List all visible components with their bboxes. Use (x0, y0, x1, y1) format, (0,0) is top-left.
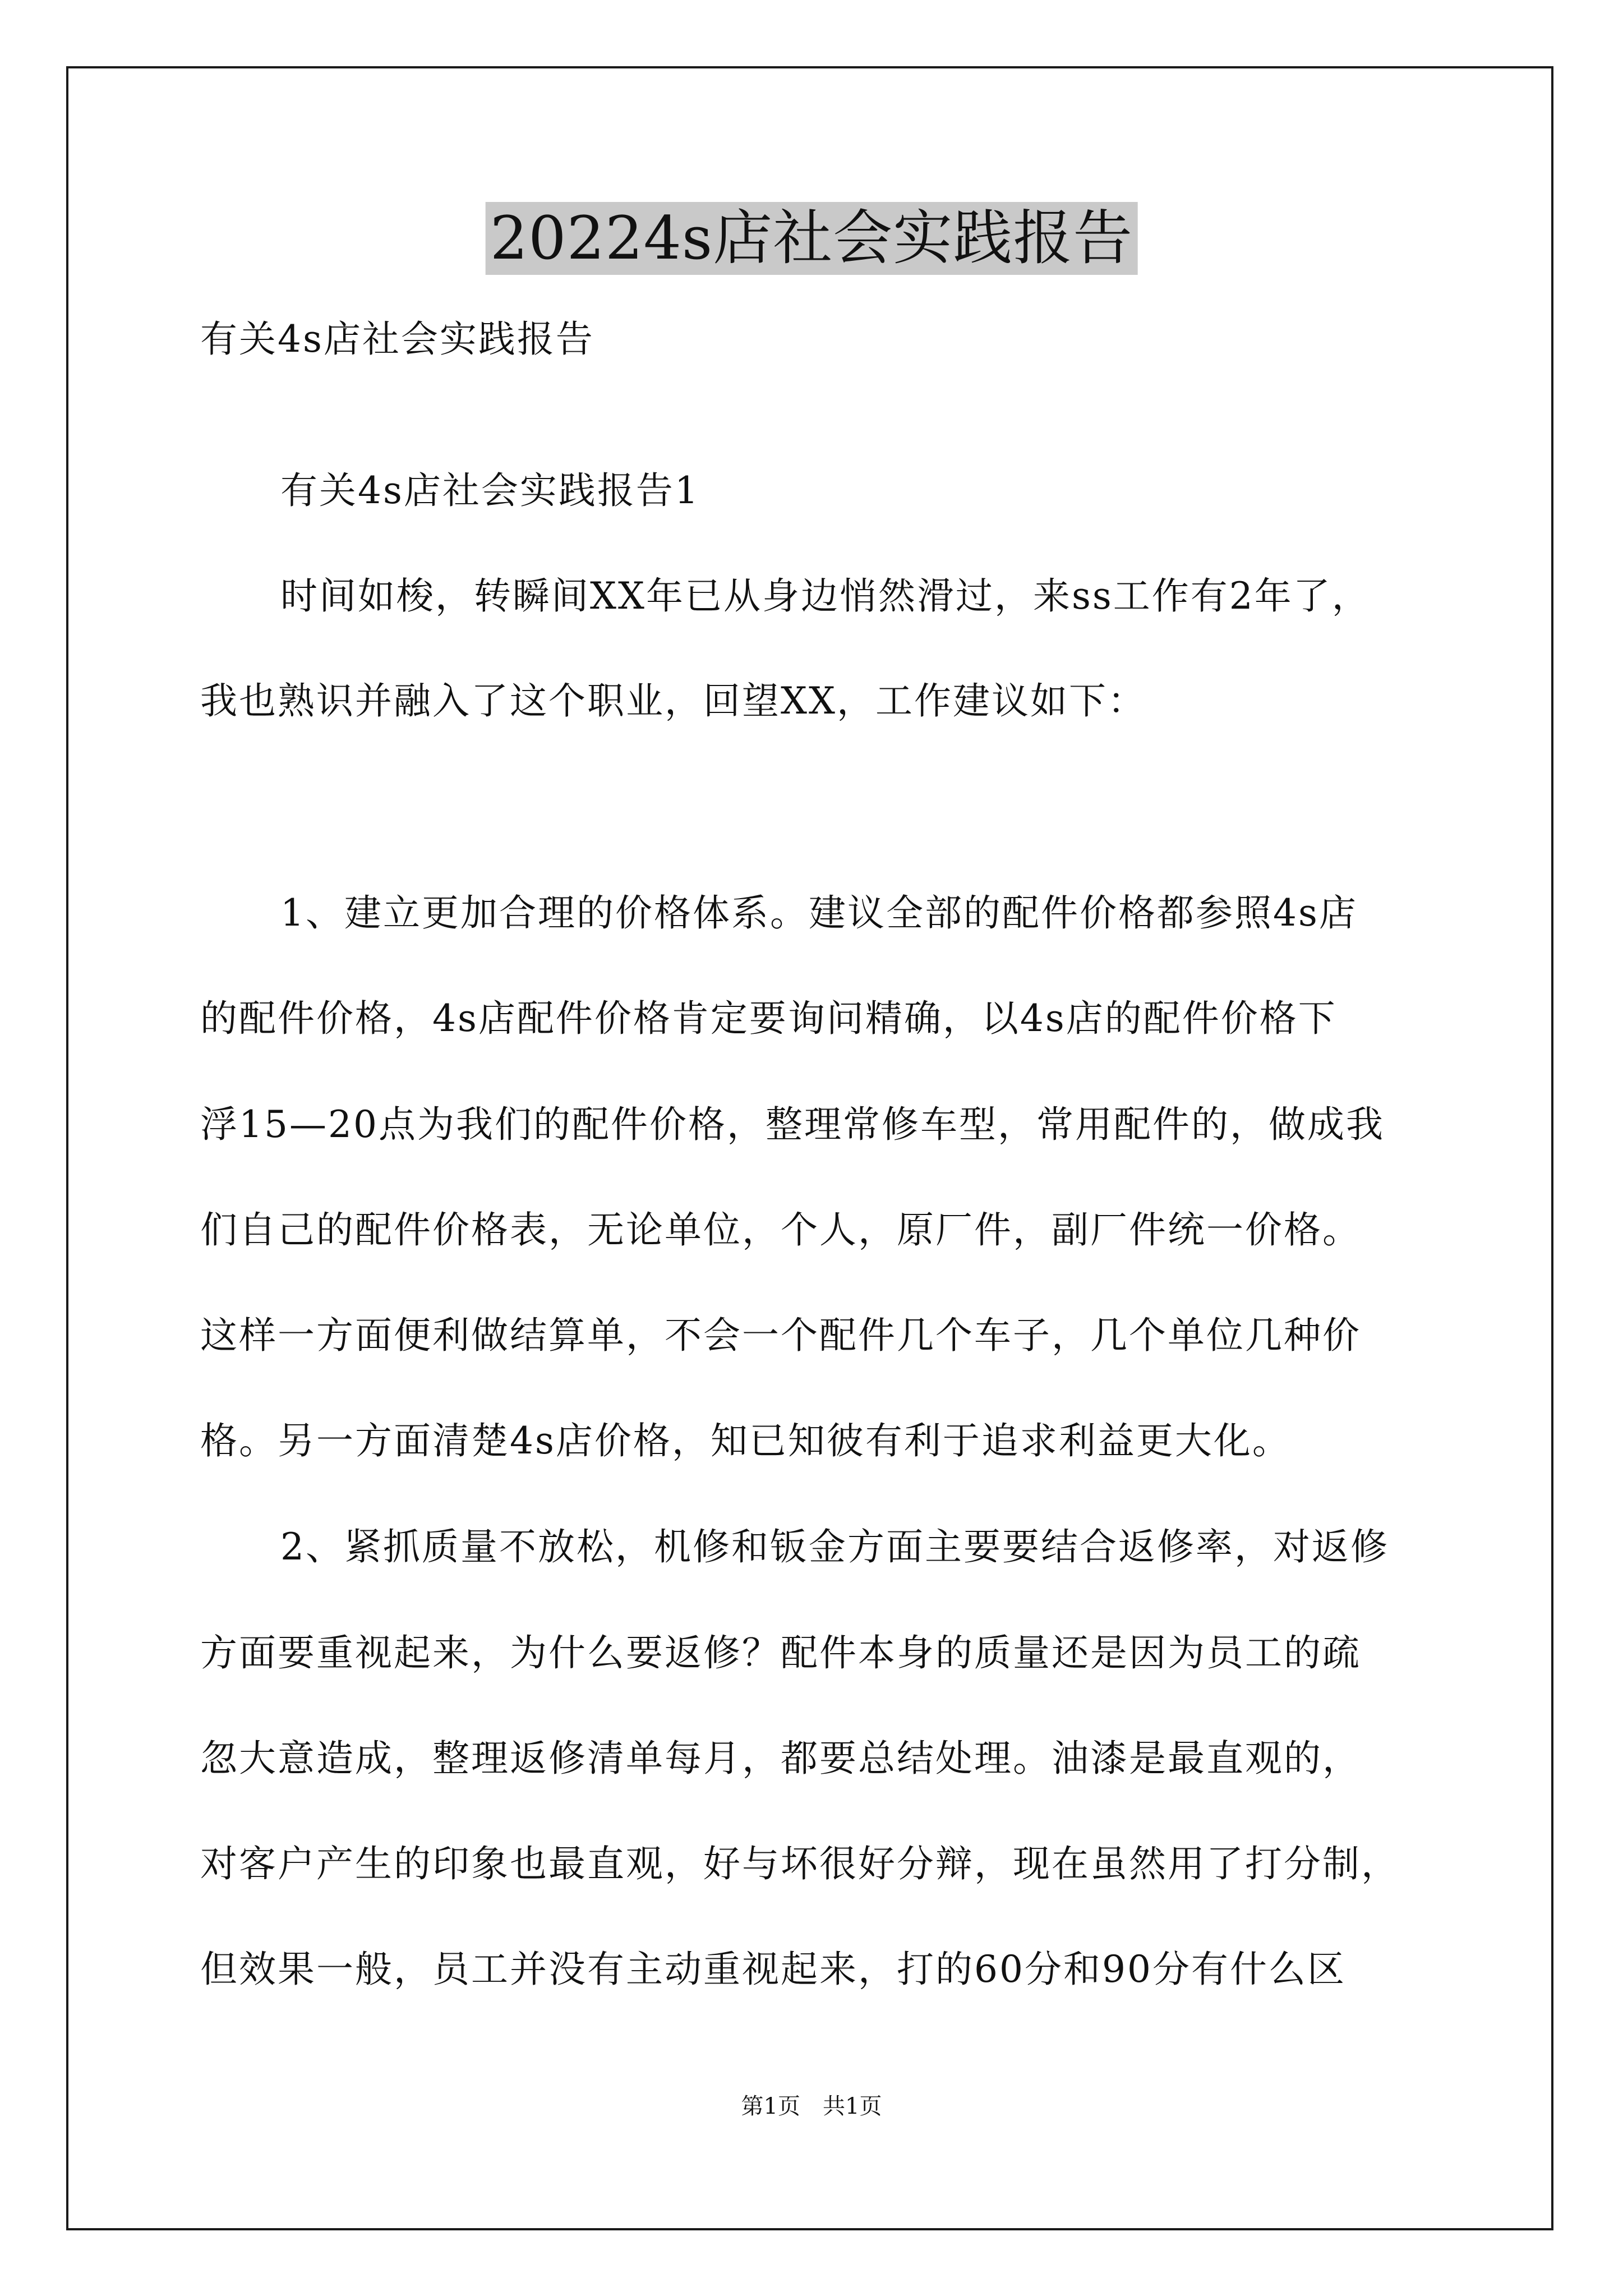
paragraph-line: 2、紧抓质量不放松，机修和钣金方面主要要结合返修率，对返修 (280, 1525, 1389, 1568)
paragraph-line: 1、建立更加合理的价格体系。建议全部的配件价格都参照4s店 (280, 891, 1358, 935)
paragraph-line: 我也熟识并融入了这个职业，回望XX，工作建议如下： (200, 679, 1146, 723)
paragraph-line: 这样一方面便利做结算单，不会一个配件几个车子，几个单位几种价 (200, 1314, 1361, 1357)
subtitle-line: 有关4s店社会实践报告 (200, 318, 594, 361)
paragraph-line: 时间如梭，转瞬间XX年已从身边悄然滑过，来ss工作有2年了， (280, 574, 1371, 618)
paragraph-line: 浮15—20点为我们的配件价格，整理常修车型，常用配件的，做成我 (200, 1103, 1385, 1146)
section-heading-line: 有关4s店社会实践报告1 (280, 469, 700, 512)
paragraph-line: 对客户产生的印象也最直观，好与坏很好分辩，现在虽然用了打分制， (200, 1842, 1400, 1885)
paragraph-line: 方面要重视起来，为什么要返修？配件本身的质量还是因为员工的疏 (200, 1631, 1361, 1674)
paragraph-line: 的配件价格，4s店配件价格肯定要询问精确，以4s店的配件价格下 (200, 997, 1337, 1040)
page-number-footer: 第1页 共1页 (741, 2093, 882, 2119)
paragraph-line: 忽大意造成，整理返修清单每月，都要总结处理。油漆是最直观的， (200, 1737, 1361, 1780)
paragraph-line: 格。另一方面清楚4s店价格，知已知彼有利于追求利益更大化。 (200, 1419, 1291, 1462)
paragraph-line: 但效果一般，员工并没有主动重视起来，打的60分和90分有什么区 (200, 1948, 1346, 1991)
paragraph-line: 们自己的配件价格表，无论单位，个人，原厂件，副厂件统一价格。 (200, 1208, 1361, 1251)
document-title: 20224s店社会实践报告 (486, 202, 1138, 275)
